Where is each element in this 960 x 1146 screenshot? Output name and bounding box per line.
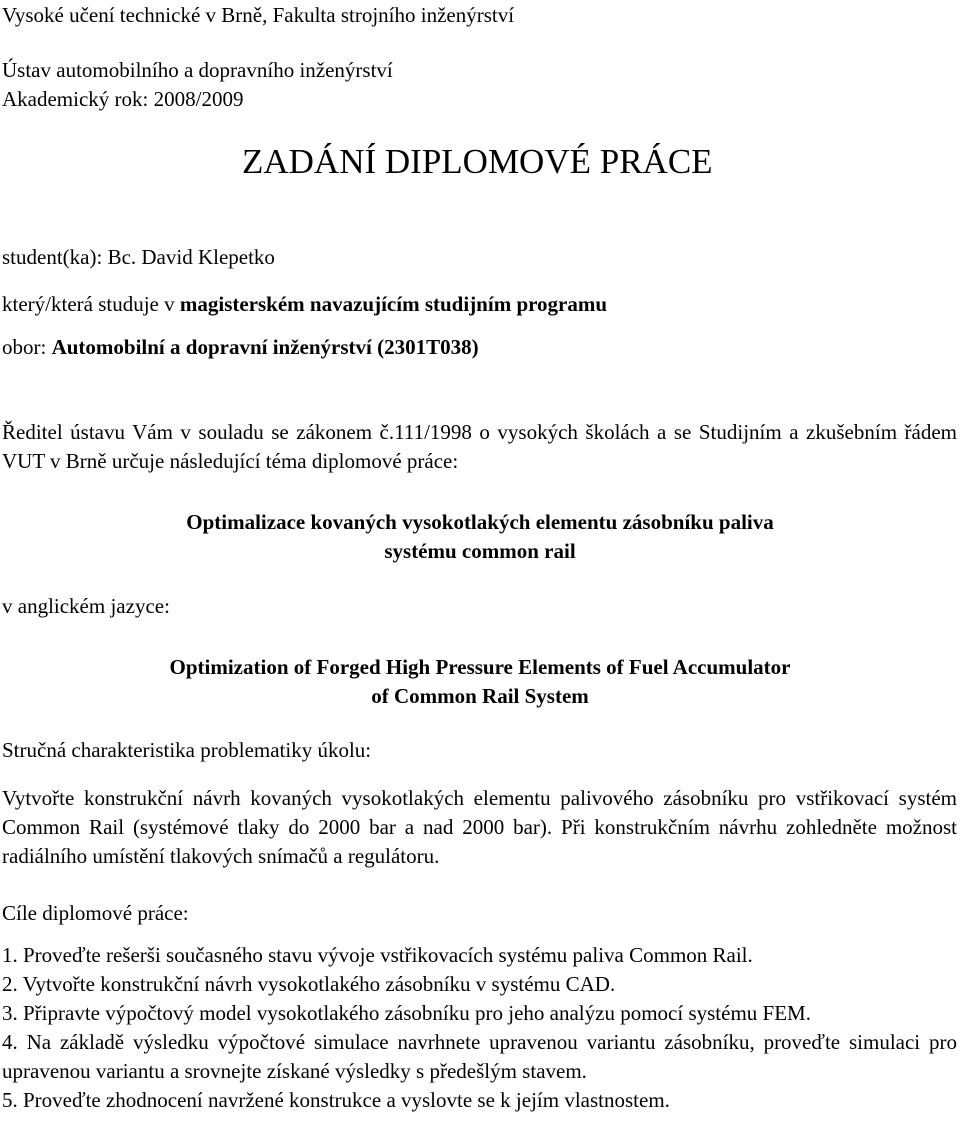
- topic-czech-line-2: systému common rail: [384, 539, 576, 563]
- field-line: [2, 334, 479, 360]
- goal-item: 2. Vytvořte konstrukční návrh vysokotlakého zásobníku v systému CAD.: [2, 972, 616, 996]
- program-prefix: který/která studuje v: [2, 292, 180, 316]
- goal-item: 1. Proveďte rešerši současného stavu vývoje vstřikovacích systému paliva Common Rail.: [2, 943, 753, 967]
- topic-czech-line-1: Optimalizace kovaných vysokotlakých elementu zásobníku paliva: [186, 510, 774, 534]
- field-prefix: obor:: [2, 335, 52, 359]
- student-name: Bc. David Klepetko: [107, 245, 275, 269]
- program-line: [2, 291, 607, 317]
- goals-list: [2, 941, 957, 1115]
- characteristics-label: Stručná charakteristika problematiky úkolu:: [2, 738, 372, 762]
- academic-year: Akademický rok: 2008/2009: [2, 87, 244, 111]
- field-name: Automobilní a dopravní inženýrství (2301T038): [51, 335, 479, 359]
- student-line: [2, 244, 275, 270]
- university-faculty: Vysoké učení technické v Brně, Fakulta strojního inženýrství: [2, 3, 515, 27]
- goals-label: Cíle diplomové práce:: [2, 901, 189, 925]
- intro-paragraph: Ředitel ústavu Vám v souladu se zákonem č.111/1998 o vysokých školách a se Studijním a zkušebním řádem VUT v Brně určuje následující téma diplomové práce:: [2, 420, 957, 473]
- program-name: magisterském navazujícím studijním programu: [179, 292, 608, 316]
- english-label: v anglickém jazyce:: [2, 594, 170, 618]
- goal-item: 3. Připravte výpočtový model vysokotlakého zásobníku pro jeho analýzu pomocí systému FEM.: [2, 1001, 811, 1025]
- student-label: student(ka):: [2, 245, 108, 269]
- goal-item: 4. Na základě výsledku výpočtové simulace navrhnete upravenou variantu zásobníku, proveďte simulaci pro upravenou variantu a srovnejte získané výsledky s předešlým stavem.: [2, 1030, 957, 1083]
- topic-english-line-2: of Common Rail System: [371, 684, 589, 708]
- characteristics-paragraph: Vytvořte konstrukční návrh kovaných vysokotlakých elementu palivového zásobníku pro vstřikovací systém Common Rail (systémové tlaky do 2000 bar a nad 2000 bar). Při konstrukčním návrhu zohledněte možnost radiálního umístění tlakových snímačů a regulátoru.: [2, 786, 957, 868]
- page-title: ZADÁNÍ DIPLOMOVÉ PRÁCE: [242, 142, 713, 181]
- topic-english-line-1: Optimization of Forged High Pressure Elements of Fuel Accumulator: [169, 655, 791, 679]
- goal-item: 5. Proveďte zhodnocení navržené konstrukce a vyslovte se k jejím vlastnostem.: [2, 1088, 670, 1112]
- institute-name: Ústav automobilního a dopravního inženýrství: [2, 58, 393, 82]
